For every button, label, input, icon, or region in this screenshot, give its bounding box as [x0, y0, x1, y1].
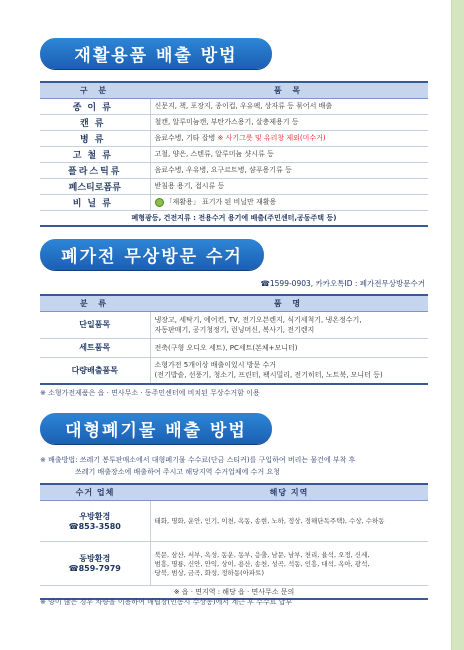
- row-label: 종이류: [40, 98, 150, 114]
- row-value: 음료수병, 우유병, 요구르트병, 샴푸용기류 등: [150, 162, 428, 178]
- recycling-table: [40, 81, 428, 227]
- table-row: [40, 98, 428, 114]
- section-title-appliance: 폐가전 무상방문 수거: [40, 239, 264, 270]
- recycle-icon: [155, 198, 164, 207]
- row-value-line: 소형가전 5개이상 배출이있시 방문 수거: [154, 361, 277, 370]
- appliance-contact: ☎1599-0903, 카카오톡ID : 폐가전무상방문수거: [260, 279, 425, 288]
- table-row: [40, 500, 428, 541]
- row-value: 고철, 양은, 스텐류, 알루미늄 샷시류 등: [150, 146, 428, 162]
- row-value: 전축(구형 오디오 세트), PC세트(본체+모니터): [150, 338, 428, 357]
- table-row: [40, 114, 428, 130]
- row-value-line: 당북, 범상, 금곡, 화성, 정하동(아파트): [154, 568, 265, 577]
- table-row: [40, 162, 428, 178]
- section-title-recycling: 재활용품 배출 방법: [40, 38, 272, 69]
- row-value-line: 자동판매기, 공기청정기, 런닝머신, 복사기, 전기렌지: [154, 325, 315, 334]
- row-label: 플라스틱류: [40, 162, 150, 178]
- row-label: 단일품목: [40, 311, 150, 338]
- row-value-line: (전기밥솥, 선풍기, 청소기, 프린터, 팩시밀리, 전기히터, 노트북, 모니터 등): [154, 371, 383, 380]
- row-label: 고철류: [40, 146, 150, 162]
- row-label: 다량배출품목: [40, 357, 150, 384]
- company-name: 동방환경: [79, 554, 111, 563]
- company-name: 우방환경: [79, 511, 111, 521]
- table-row: [40, 178, 428, 194]
- section-title-bulky-waste: 대형폐기물 배출 방법: [40, 413, 272, 444]
- row-value: [150, 130, 428, 146]
- header-items: 품 목: [150, 82, 428, 98]
- row-label: 세트품목: [40, 338, 150, 357]
- row-value: [150, 194, 428, 210]
- header-company: 수거 업체: [40, 484, 150, 500]
- row-value: 철캔, 알루미늄캔, 부탄가스용기, 살충제용기 등: [150, 114, 428, 130]
- row-value: 받침용 용기, 접시류 등: [150, 178, 428, 194]
- row-value: [150, 311, 428, 338]
- company-cell: [40, 541, 150, 585]
- bulky-footer-note: ※ 양이 많은 경우 차량을 이용하여 매립장(인동시 수상동)에서 계근 후 수수료 납부: [40, 598, 293, 606]
- appliance-note: ※ 소형가전제품은 읍 · 면사무소 · 동주민센터에 비치된 무상수거함 이용: [40, 389, 260, 397]
- table-header-row: [40, 295, 428, 311]
- row-value: 신문지, 책, 포장지, 종이컵, 우유팩, 상자류 등 묶어서 배출: [150, 98, 428, 114]
- table-header-row: [40, 82, 428, 98]
- company-phone: ☎853-3580: [68, 521, 121, 531]
- table-note: ※ 읍 · 면지역 : 해당 읍 · 면사무소 문의: [40, 585, 428, 599]
- table-row: [40, 194, 428, 210]
- company-cell: [40, 500, 150, 541]
- company-phone: ☎859-7979: [68, 564, 121, 573]
- row-value-line: 북문, 삼산, 서부, 옥성, 동운, 동부, 응출, 남문, 남부, 천리, 율석, 오정, 신세,: [154, 550, 370, 559]
- row-label: 병류: [40, 130, 150, 146]
- table-row: [40, 541, 428, 585]
- row-value-warning: ※ 사기그릇 및 유리창 제외(미수거): [217, 134, 326, 142]
- row-value-line: 범흥, 명룡, 신안, 안익, 상이, 용산, 송천, 성곡, 석동, 인흥, 대석, 옥아, 광석,: [154, 559, 370, 568]
- row-label: 비닐류: [40, 194, 150, 210]
- appliance-table: [40, 294, 428, 385]
- header-items: 품 명: [150, 295, 428, 311]
- row-value-line: 냉장고, 세탁기, 에어컨, TV, 전기오븐렌지, 식기세척기, 냉온정수기,: [154, 315, 362, 324]
- row-label: 페스티로폼류: [40, 178, 150, 194]
- table-row: [40, 311, 428, 338]
- header-region: 해당 지역: [150, 484, 428, 500]
- row-value-text: 음료수병, 기타 잡병: [154, 134, 216, 142]
- row-value-text: 「재활용」 표기가 된 비닐만 재활용: [165, 198, 277, 206]
- table-note: 폐형광등, 건전지류 : 전용수거 용기에 배출(주민센터,공동주택 등): [40, 210, 428, 226]
- table-row: [40, 146, 428, 162]
- header-category: 구 분: [40, 82, 150, 98]
- table-row: [40, 130, 428, 146]
- table-row: [40, 338, 428, 357]
- table-row: [40, 357, 428, 384]
- row-value: [150, 357, 428, 384]
- bulky-intro-line-2: 쓰레기 배출장소에 배출하여 주시고 해당지역 수거업체에 수거 요청: [75, 468, 280, 476]
- row-label: 캔류: [40, 114, 150, 130]
- table-note-row: [40, 210, 428, 226]
- table-header-row: [40, 484, 428, 500]
- bulky-intro-line-1: ※ 배출방법: 쓰레기 봉투판매소에서 대형폐기물 수수료(단금 스티커)를 구입하여 버리는 물건에 부착 후: [40, 456, 356, 464]
- row-value: [150, 541, 428, 585]
- row-value: 태화, 명화, 운안, 인기, 이천, 옥동, 송현, 노하, 정상, 정해단독주택), 수상, 수하동: [150, 500, 428, 541]
- header-category: 분 류: [40, 295, 150, 311]
- bulky-table: [40, 483, 428, 600]
